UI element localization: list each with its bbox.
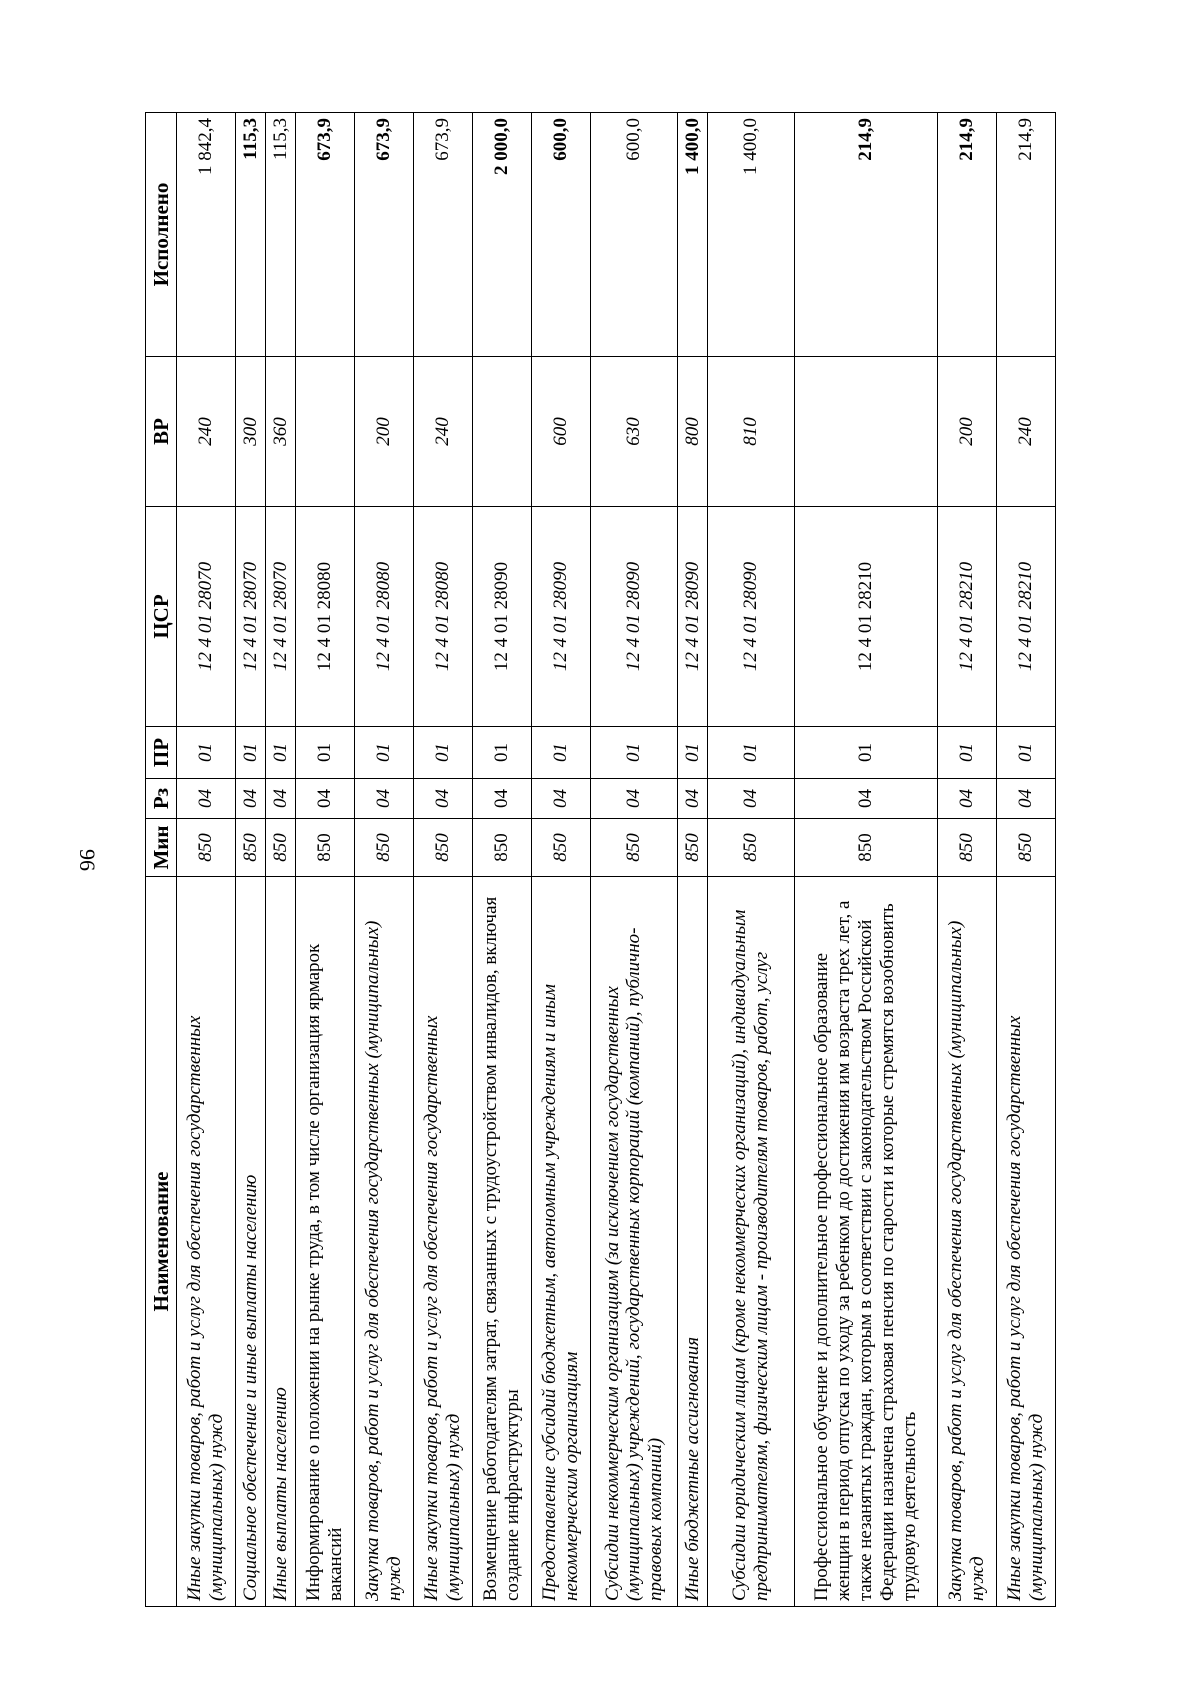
row-name-cell: Иные закупки товаров, работ и услуг для обеспечения государственных (муниципальных) нужд [996, 877, 1055, 1607]
row-name-cell: Профессиональное обучение и дополнительное профессиональное образование женщин в период отпуска по уходу за ребенком до достижения им возраста трех лет, а также незанятых граждан, которым в соответствии с законодательством Российской Федерации назначена страховая пенсия по старости и которые стремятся возобновить трудовую деятельность [795, 877, 938, 1607]
row-name-cell: Иные закупки товаров, работ и услуг для обеспечения государственных (муниципальных) нужд [414, 877, 473, 1607]
table-row [591, 113, 678, 1607]
row-csr-cell: 12 4 01 28090 [591, 507, 678, 727]
row-csr-cell: 12 4 01 28070 [177, 507, 236, 727]
row-min-cell: 850 [591, 819, 678, 877]
row-vr-cell: 200 [937, 357, 996, 507]
row-min-cell: 850 [296, 819, 355, 877]
row-csr-cell: 12 4 01 28070 [266, 507, 296, 727]
row-pr-cell: 01 [795, 727, 938, 779]
header-pr: ПР [146, 727, 177, 779]
row-pr-cell: 01 [266, 727, 296, 779]
header-vr: ВР [146, 357, 177, 507]
row-pr-cell: 01 [996, 727, 1055, 779]
row-vr-cell: 240 [996, 357, 1055, 507]
row-min-cell: 850 [177, 819, 236, 877]
row-csr-cell: 12 4 01 28210 [795, 507, 938, 727]
row-name-cell: Социальное обеспечение и иные выплаты населению [236, 877, 266, 1607]
row-pr-cell: 01 [355, 727, 414, 779]
row-pr-cell: 01 [296, 727, 355, 779]
header-min: Мин [146, 819, 177, 877]
row-min-cell: 850 [414, 819, 473, 877]
row-name-cell: Информирование о положении на рынке труда, в том числе организация ярмарок вакансий [296, 877, 355, 1607]
table-row [708, 113, 795, 1607]
row-vr-cell: 200 [355, 357, 414, 507]
row-csr-cell: 12 4 01 28090 [532, 507, 591, 727]
row-min-cell: 850 [795, 819, 938, 877]
row-done-cell: 214,9 [996, 113, 1055, 357]
table-row [678, 113, 708, 1607]
table-row [532, 113, 591, 1607]
row-rz-cell: 04 [296, 779, 355, 819]
header-rz: Рз [146, 779, 177, 819]
row-done-cell: 1 400,0 [678, 113, 708, 357]
row-min-cell: 850 [996, 819, 1055, 877]
row-csr-cell: 12 4 01 28090 [473, 507, 532, 727]
row-min-cell: 850 [678, 819, 708, 877]
row-min-cell: 850 [532, 819, 591, 877]
rotated-table-container [145, 113, 1056, 1607]
row-name-cell: Иные выплаты населению [266, 877, 296, 1607]
row-min-cell: 850 [355, 819, 414, 877]
table-row [266, 113, 296, 1607]
header-done: Исполнено [146, 113, 177, 357]
table-row [795, 113, 938, 1607]
table-row [355, 113, 414, 1607]
row-csr-cell: 12 4 01 28080 [296, 507, 355, 727]
row-min-cell: 850 [236, 819, 266, 877]
row-pr-cell: 01 [236, 727, 266, 779]
row-done-cell: 673,9 [296, 113, 355, 357]
row-rz-cell: 04 [414, 779, 473, 819]
table-row [414, 113, 473, 1607]
row-rz-cell: 04 [591, 779, 678, 819]
row-done-cell: 115,3 [236, 113, 266, 357]
row-pr-cell: 01 [414, 727, 473, 779]
row-done-cell: 1 400,0 [708, 113, 795, 357]
row-done-cell: 214,9 [795, 113, 938, 357]
row-min-cell: 850 [473, 819, 532, 877]
row-pr-cell: 01 [532, 727, 591, 779]
row-rz-cell: 04 [678, 779, 708, 819]
row-vr-cell: 800 [678, 357, 708, 507]
row-vr-cell [473, 357, 532, 507]
row-pr-cell: 01 [708, 727, 795, 779]
table-row [473, 113, 532, 1607]
row-rz-cell: 04 [266, 779, 296, 819]
row-vr-cell [296, 357, 355, 507]
row-csr-cell: 12 4 01 28080 [355, 507, 414, 727]
table-row [937, 113, 996, 1607]
row-csr-cell: 12 4 01 28210 [937, 507, 996, 727]
row-vr-cell: 600 [532, 357, 591, 507]
row-name-cell: Иные закупки товаров, работ и услуг для обеспечения государственных (муниципальных) нужд [177, 877, 236, 1607]
row-csr-cell: 12 4 01 28080 [414, 507, 473, 727]
row-vr-cell: 630 [591, 357, 678, 507]
row-name-cell: Закупка товаров, работ и услуг для обеспечения государственных (муниципальных) нужд [937, 877, 996, 1607]
row-vr-cell: 810 [708, 357, 795, 507]
row-csr-cell: 12 4 01 28090 [708, 507, 795, 727]
row-name-cell: Субсидии юридическим лицам (кроме некоммерческих организаций), индивидуальным предпринимателям, физическим лицам - производителям товаров, работ, услуг [708, 877, 795, 1607]
row-pr-cell: 01 [473, 727, 532, 779]
row-done-cell: 600,0 [591, 113, 678, 357]
row-name-cell: Закупка товаров, работ и услуг для обеспечения государственных (муниципальных) нужд [355, 877, 414, 1607]
table-row [996, 113, 1055, 1607]
row-vr-cell: 240 [177, 357, 236, 507]
row-done-cell: 600,0 [532, 113, 591, 357]
row-done-cell: 1 842,4 [177, 113, 236, 357]
row-vr-cell: 360 [266, 357, 296, 507]
row-rz-cell: 04 [795, 779, 938, 819]
row-name-cell: Возмещение работодателям затрат, связанных с трудоустройством инвалидов, включая создание инфраструктуры [473, 877, 532, 1607]
row-pr-cell: 01 [678, 727, 708, 779]
header-name: Наименование [146, 877, 177, 1607]
row-rz-cell: 04 [473, 779, 532, 819]
row-done-cell: 214,9 [937, 113, 996, 357]
row-min-cell: 850 [266, 819, 296, 877]
row-vr-cell: 300 [236, 357, 266, 507]
table-row [177, 113, 236, 1607]
table-row [236, 113, 266, 1607]
row-rz-cell: 04 [532, 779, 591, 819]
row-csr-cell: 12 4 01 28210 [996, 507, 1055, 727]
table-body [177, 113, 1056, 1607]
row-vr-cell: 240 [414, 357, 473, 507]
row-name-cell: Иные бюджетные ассигнования [678, 877, 708, 1607]
budget-table [145, 112, 1056, 1607]
row-name-cell: Субсидии некоммерческим организациям (за исключением государственных (муниципальных) учреждений, государственных корпораций (компаний), публично-правовых компаний) [591, 877, 678, 1607]
header-csr: ЦСР [146, 507, 177, 727]
row-done-cell: 673,9 [414, 113, 473, 357]
table-row [296, 113, 355, 1607]
row-min-cell: 850 [708, 819, 795, 877]
row-name-cell: Предоставление субсидий бюджетным, автономным учреждениям и иным некоммерческим организациям [532, 877, 591, 1607]
row-csr-cell: 12 4 01 28090 [678, 507, 708, 727]
page-number: 96 [75, 849, 100, 871]
row-done-cell: 2 000,0 [473, 113, 532, 357]
row-rz-cell: 04 [937, 779, 996, 819]
row-rz-cell: 04 [236, 779, 266, 819]
row-done-cell: 115,3 [266, 113, 296, 357]
row-csr-cell: 12 4 01 28070 [236, 507, 266, 727]
table-header-row [146, 113, 177, 1607]
row-rz-cell: 04 [355, 779, 414, 819]
row-pr-cell: 01 [937, 727, 996, 779]
row-pr-cell: 01 [591, 727, 678, 779]
row-rz-cell: 04 [996, 779, 1055, 819]
row-vr-cell [795, 357, 938, 507]
row-min-cell: 850 [937, 819, 996, 877]
row-pr-cell: 01 [177, 727, 236, 779]
row-rz-cell: 04 [708, 779, 795, 819]
row-rz-cell: 04 [177, 779, 236, 819]
row-done-cell: 673,9 [355, 113, 414, 357]
